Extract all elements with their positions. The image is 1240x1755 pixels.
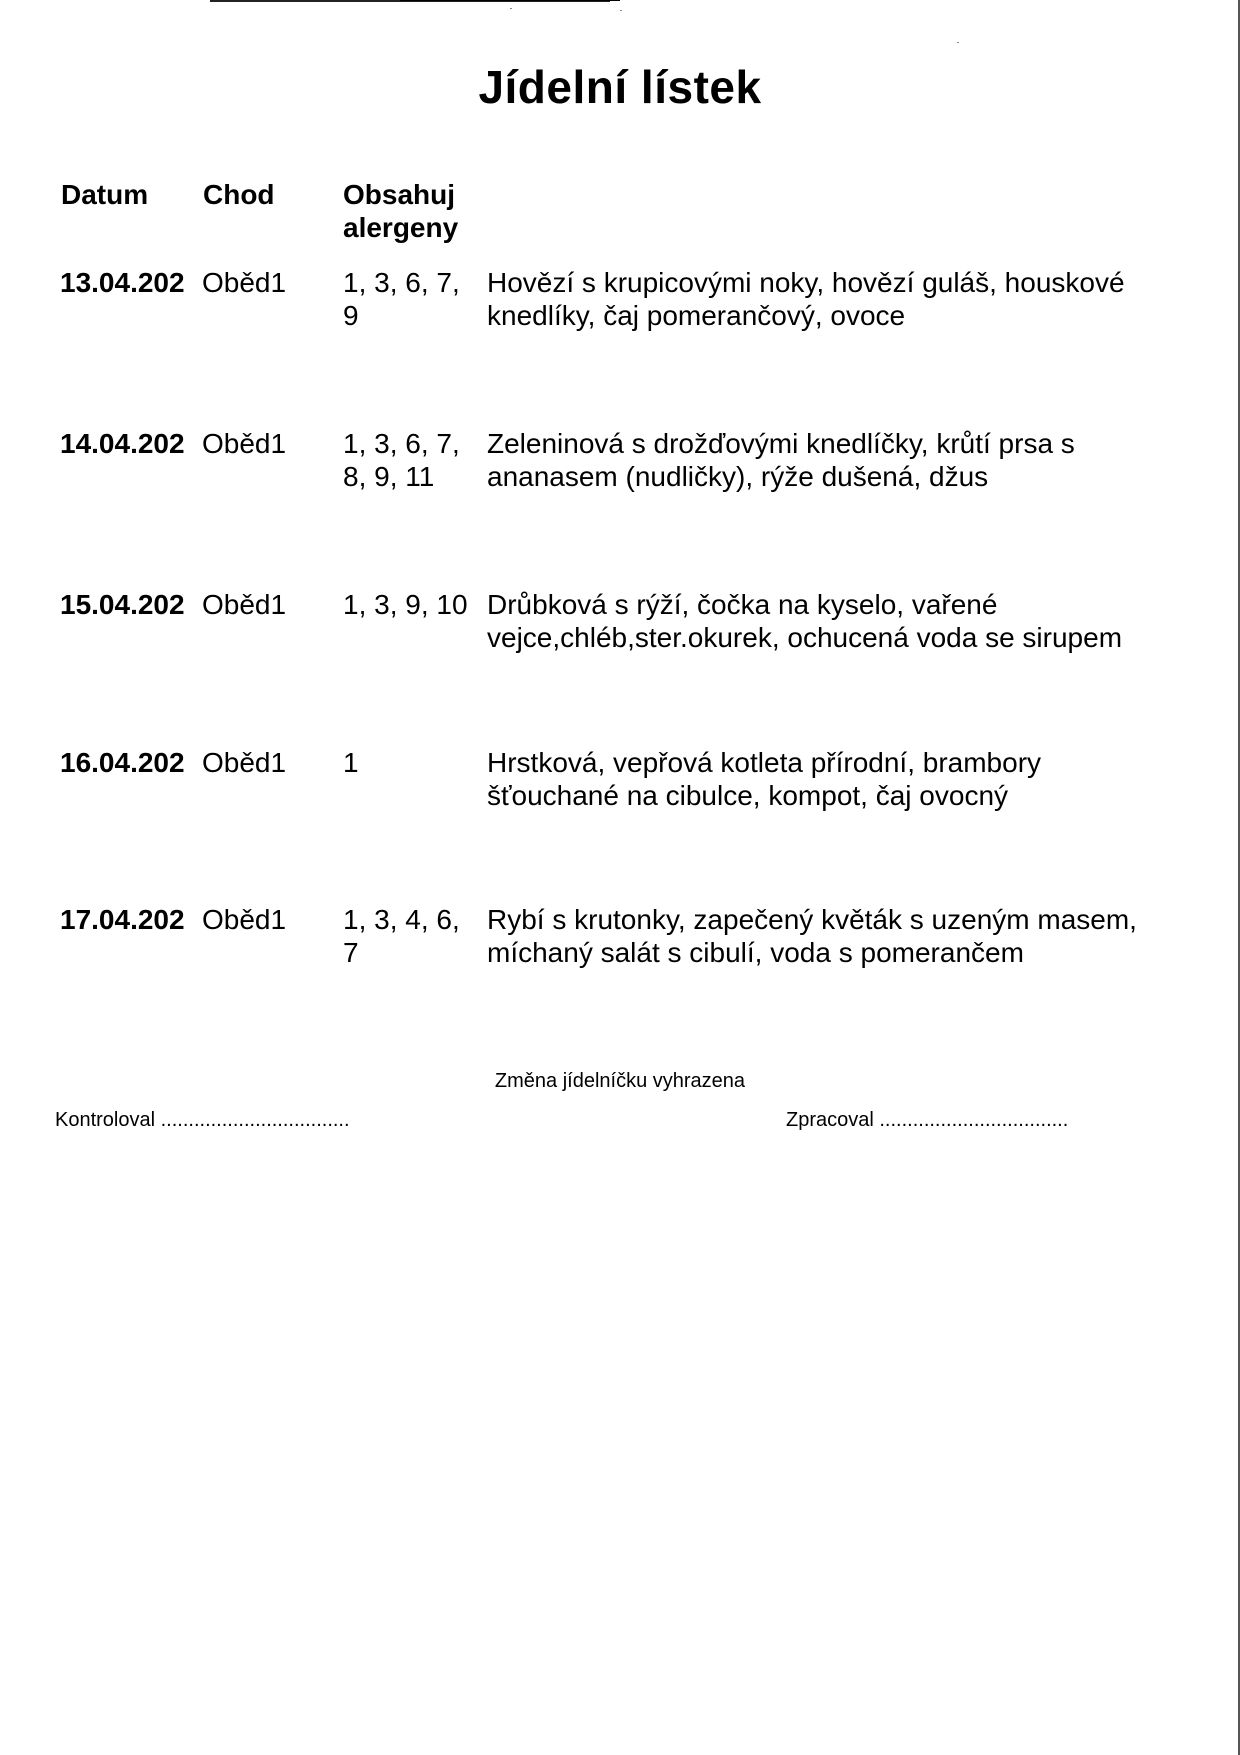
scan-speck [510,8,512,9]
row-dish: Hovězí s krupicovými noky, hovězí guláš, houskové knedlíky, čaj pomerančový, ovoce [487,267,1125,331]
row-course: Oběd1 [202,904,287,935]
row-course: Oběd1 [202,747,287,778]
scan-artifact-top-line-dark [400,0,620,1]
prepared-by-line: Zpracoval .................................. [786,1109,1069,1131]
row-dish: Zeleninová s drožďovými knedlíčky, krůtí prsa s ananasem (nudličky), rýže dušená, džus [487,428,1075,492]
scan-speck [957,42,959,43]
row-date: 13.04.202 [60,267,185,298]
row-dish: Hrstková, vepřová kotleta přírodní, brambory šťouchané na cibulce, kompot, čaj ovocný [487,747,1042,811]
row-allergens: 1, 3, 9, 10 [343,589,468,620]
row-allergens: 1 [343,747,359,778]
column-header-allergens: Obsahuj alergeny [343,179,459,243]
row-course: Oběd1 [202,428,287,459]
footer-note: Změna jídelníčku vyhrazena [494,1070,746,1092]
row-course: Oběd1 [202,267,287,298]
column-header-date: Datum [61,179,149,210]
row-dish: Rybí s krutonky, zapečený květák s uzeným masem, míchaný salát s cibulí, voda s pomerančem [487,904,1137,968]
row-allergens: 1, 3, 6, 7, 8, 9, 11 [343,428,460,492]
row-date: 14.04.202 [60,428,185,459]
row-date: 16.04.202 [60,747,185,778]
row-dish: Drůbková s rýží, čočka na kyselo, vařené vejce,chléb,ster.okurek, ochucená voda se sirupem [487,589,1123,653]
scan-speck [620,10,622,11]
row-date: 15.04.202 [60,589,185,620]
row-allergens: 1, 3, 4, 6, 7 [343,904,460,968]
checked-by-line: Kontroloval .................................. [55,1109,350,1131]
column-header-course: Chod [203,179,275,210]
row-date: 17.04.202 [60,904,185,935]
row-allergens: 1, 3, 6, 7, 9 [343,267,460,331]
page-title: Jídelní lístek [478,61,762,113]
row-course: Oběd1 [202,589,287,620]
